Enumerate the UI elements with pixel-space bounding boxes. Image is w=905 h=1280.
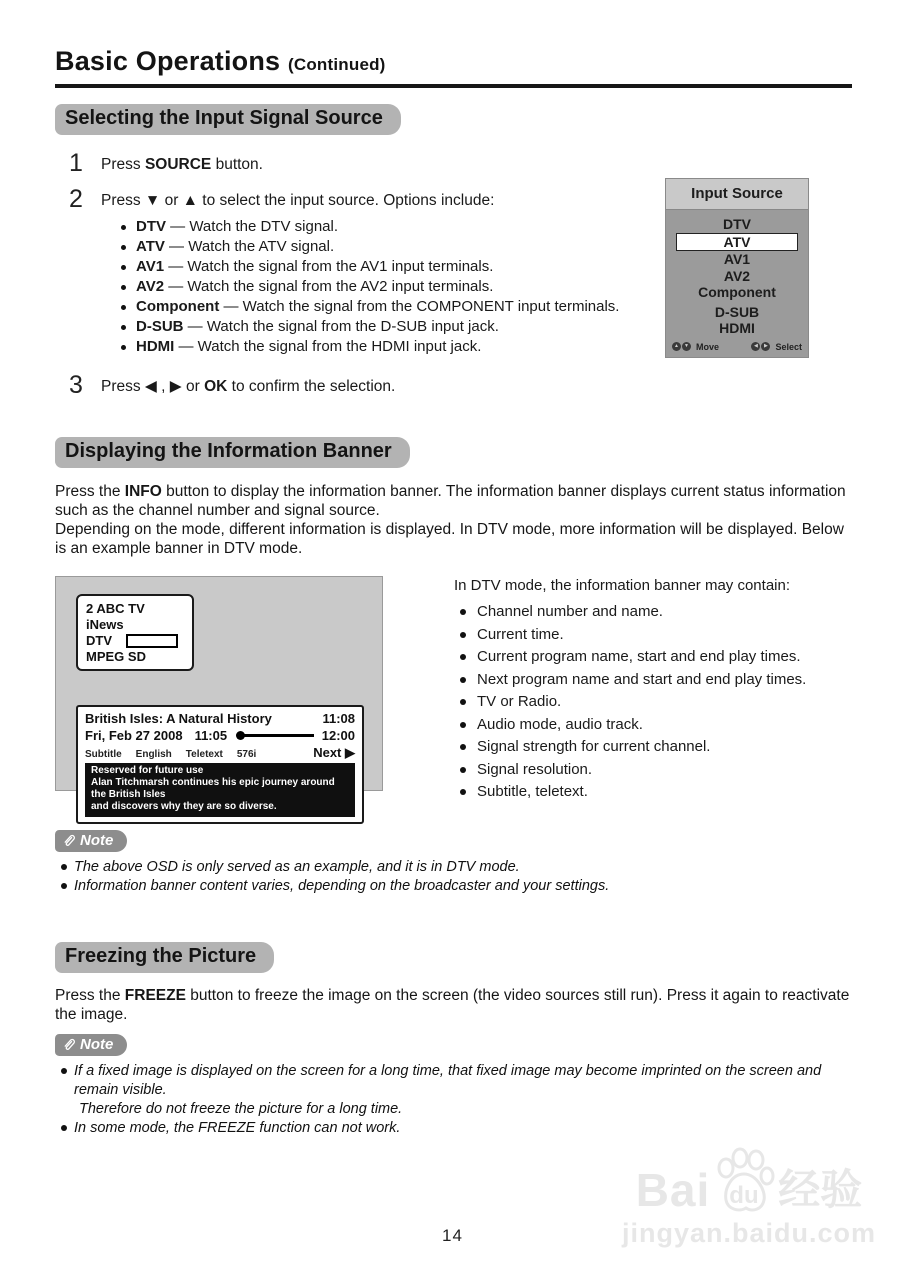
program-start-time: 11:05 bbox=[194, 728, 228, 743]
step-1-text bbox=[101, 151, 263, 175]
select-control bbox=[751, 342, 802, 352]
channel-number-name: 2 ABC TV iNews bbox=[86, 601, 145, 632]
option-hdmi-term: HDMI bbox=[136, 338, 175, 355]
option-av1-term: AV1 bbox=[136, 258, 165, 275]
input-source-menu-items bbox=[666, 210, 808, 339]
step-2-number: 2 bbox=[69, 185, 83, 213]
program-end-time: 12:00 bbox=[321, 728, 355, 743]
note-item: The above OSD is only served as an example, and it is in DTV mode. bbox=[61, 858, 852, 877]
info-para-pre: Press the bbox=[55, 483, 125, 500]
dtv-banner-contents bbox=[454, 576, 852, 806]
step-1 bbox=[55, 151, 852, 175]
info-para-keyword: INFO bbox=[124, 483, 162, 500]
watermark-brand-right: du bbox=[729, 1182, 759, 1209]
menu-item-av2: AV2 bbox=[723, 267, 751, 284]
section-heading-input-source: Selecting the Input Signal Source bbox=[55, 104, 401, 135]
option-hdmi bbox=[119, 337, 619, 357]
meta-resolution: 576i bbox=[236, 749, 257, 760]
title-divider bbox=[55, 84, 852, 88]
banner-note-list bbox=[61, 858, 852, 896]
right-arrow-icon: ▶ bbox=[761, 342, 770, 351]
meta-subtitle: Subtitle bbox=[85, 749, 122, 760]
banner-example-row bbox=[55, 576, 852, 812]
program-title-row bbox=[85, 711, 355, 726]
page-title bbox=[55, 46, 852, 77]
program-meta-row bbox=[85, 744, 355, 760]
channel-codec: MPEG SD bbox=[86, 649, 146, 664]
option-hdmi-desc: — Watch the signal from the HDMI input jack. bbox=[174, 338, 482, 355]
note-label: Note bbox=[80, 1035, 114, 1053]
menu-item-dtv: DTV bbox=[723, 216, 751, 232]
meta-language: English bbox=[135, 749, 172, 760]
list-item: TV or Radio. bbox=[456, 693, 852, 711]
freeze-para-pre: Press the bbox=[55, 986, 125, 1004]
note-item-line2: Therefore do not freeze the picture for a long time. bbox=[79, 1100, 403, 1117]
section-heading-info-banner: Displaying the Information Banner bbox=[55, 437, 410, 468]
step-1-pre: Press bbox=[101, 156, 145, 173]
option-av2 bbox=[119, 277, 619, 297]
option-av2-term: AV2 bbox=[136, 278, 165, 295]
info-para-post: button to display the information banner. The information banner displays current status information such as the channel number and signal source. bbox=[55, 483, 846, 519]
menu-item-atv-selected: ATV bbox=[676, 233, 798, 252]
progress-bar bbox=[237, 734, 314, 737]
option-dsub-desc: — Watch the signal from the D-SUB input jack. bbox=[183, 318, 499, 335]
meta-teletext: Teletext bbox=[185, 749, 223, 760]
option-av1-desc: — Watch the signal from the AV1 input terminals. bbox=[164, 258, 494, 275]
option-component-desc: — Watch the signal from the COMPONENT input terminals. bbox=[219, 298, 620, 315]
note-item: Information banner content varies, depending on the broadcaster and your settings. bbox=[61, 877, 852, 896]
info-para-line2: Depending on the mode, different information is displayed. In DTV mode, more information will be displayed. Below is an example banner in DTV mode. bbox=[55, 521, 844, 557]
step-3-text bbox=[101, 373, 395, 397]
note-item-line1: If a fixed image is displayed on the screen for a long time, that fixed image may become imprinted on the screen and remain visible. bbox=[74, 1062, 822, 1098]
list-item: Subtitle, teletext. bbox=[456, 783, 852, 801]
note-block-freeze bbox=[55, 1024, 852, 1138]
list-item: Current time. bbox=[456, 626, 852, 644]
note-item bbox=[61, 1062, 852, 1119]
down-arrow-icon: ▼ bbox=[682, 342, 691, 351]
freeze-note-list bbox=[61, 1062, 852, 1138]
page-title-suffix: (Continued) bbox=[287, 55, 386, 74]
paperclip-icon bbox=[62, 1037, 77, 1052]
move-label: Move bbox=[696, 341, 720, 352]
input-source-menu-footer bbox=[666, 339, 808, 357]
note-badge bbox=[55, 830, 127, 852]
list-item: Current program name, start and end play times. bbox=[456, 648, 852, 666]
info-banner-paragraph bbox=[55, 482, 852, 558]
description-line1: Alan Titchmarsh continues his epic journey around the British Isles bbox=[91, 777, 335, 800]
program-info-box bbox=[76, 705, 364, 824]
watermark-url: jingyan.baidu.com bbox=[621, 1218, 877, 1248]
up-down-arrow-icons bbox=[672, 342, 691, 351]
option-dsub-term: D-SUB bbox=[136, 318, 184, 335]
option-dtv-desc: — Watch the DTV signal. bbox=[166, 218, 339, 235]
list-item: Signal resolution. bbox=[456, 761, 852, 779]
option-component bbox=[119, 297, 619, 317]
page-title-text: Basic Operations bbox=[55, 46, 281, 76]
option-dtv-term: DTV bbox=[136, 218, 166, 235]
left-arrow-icon: ◀ bbox=[751, 342, 760, 351]
freeze-para-post: button to freeze the image on the screen (the video sources still run). Press it again to reactivate the image. bbox=[55, 986, 850, 1023]
option-component-term: Component bbox=[136, 298, 220, 315]
reserved-line: Reserved for future use bbox=[91, 765, 204, 776]
move-control bbox=[672, 342, 719, 352]
dtv-contents-list bbox=[456, 603, 852, 801]
list-item: Audio mode, audio track. bbox=[456, 716, 852, 734]
option-atv bbox=[119, 237, 619, 257]
description-line2: and discovers why they are so diverse. bbox=[91, 801, 277, 812]
list-item: Next program name and start and end play times. bbox=[456, 671, 852, 689]
channel-mode: DTV bbox=[86, 633, 112, 648]
note-badge bbox=[55, 1034, 127, 1056]
section-heading-freeze: Freezing the Picture bbox=[55, 942, 274, 973]
input-options-list bbox=[119, 217, 619, 357]
input-source-menu-title: Input Source bbox=[666, 179, 808, 210]
option-dtv bbox=[119, 217, 619, 237]
menu-item-component: Component bbox=[698, 284, 776, 300]
option-atv-desc: — Watch the ATV signal. bbox=[164, 238, 335, 255]
program-description-box bbox=[85, 763, 355, 817]
program-date: Fri, Feb 27 2008 bbox=[85, 728, 183, 743]
option-av2-desc: — Watch the signal from the AV2 input terminals. bbox=[164, 278, 494, 295]
program-time-row bbox=[85, 728, 355, 743]
program-meta-labels bbox=[85, 749, 256, 760]
note-item: In some mode, the FREEZE function can not work. bbox=[61, 1119, 852, 1138]
list-item: Channel number and name. bbox=[456, 603, 852, 621]
spacer bbox=[272, 711, 323, 726]
dtv-contents-intro: In DTV mode, the information banner may contain: bbox=[454, 577, 791, 594]
step-3-post: to confirm the selection. bbox=[227, 378, 396, 395]
watermark-brand-left: Bai bbox=[635, 1164, 711, 1216]
option-av1 bbox=[119, 257, 619, 277]
signal-strength-meter bbox=[126, 634, 178, 648]
step-3-keyword: OK bbox=[204, 378, 228, 395]
watermark-brand-chinese: 经验 bbox=[778, 1166, 863, 1213]
select-label: Select bbox=[775, 341, 802, 352]
step-1-keyword: SOURCE bbox=[144, 156, 212, 173]
next-program-label: Next ▶ bbox=[313, 745, 355, 760]
channel-info-box bbox=[76, 594, 194, 671]
step-3-number: 3 bbox=[69, 371, 83, 399]
option-dsub bbox=[119, 317, 619, 337]
note-label: Note bbox=[80, 831, 114, 849]
current-time: 11:08 bbox=[322, 711, 355, 726]
watermark-logo-row bbox=[599, 1146, 899, 1216]
paperclip-icon bbox=[62, 833, 77, 848]
step-2-instruction: Press ▼ or ▲ to select the input source. Options include: bbox=[101, 192, 495, 209]
step-3 bbox=[55, 373, 852, 397]
freeze-para-keyword: FREEZE bbox=[124, 986, 186, 1004]
up-arrow-icon: ▲ bbox=[672, 342, 681, 351]
step-2-text bbox=[101, 187, 619, 357]
menu-item-hdmi: HDMI bbox=[719, 320, 755, 336]
list-item: Signal strength for current channel. bbox=[456, 738, 852, 756]
page-number: 14 bbox=[442, 1226, 463, 1245]
menu-item-av1: AV1 bbox=[723, 251, 751, 267]
step-3-pre: Press ◀ , ▶ or bbox=[101, 378, 205, 395]
option-atv-term: ATV bbox=[136, 238, 165, 255]
step-1-post: button. bbox=[211, 156, 263, 173]
left-right-arrow-icons bbox=[751, 342, 770, 351]
freeze-paragraph bbox=[55, 986, 852, 1024]
program-title: British Isles: A Natural History bbox=[85, 711, 272, 726]
channel-mode-row bbox=[86, 633, 184, 649]
step-1-number: 1 bbox=[69, 149, 83, 177]
osd-banner-example bbox=[55, 576, 383, 812]
baidu-paw-icon bbox=[712, 1146, 776, 1216]
input-source-menu bbox=[665, 178, 809, 358]
menu-item-dsub: D-SUB bbox=[714, 303, 760, 320]
